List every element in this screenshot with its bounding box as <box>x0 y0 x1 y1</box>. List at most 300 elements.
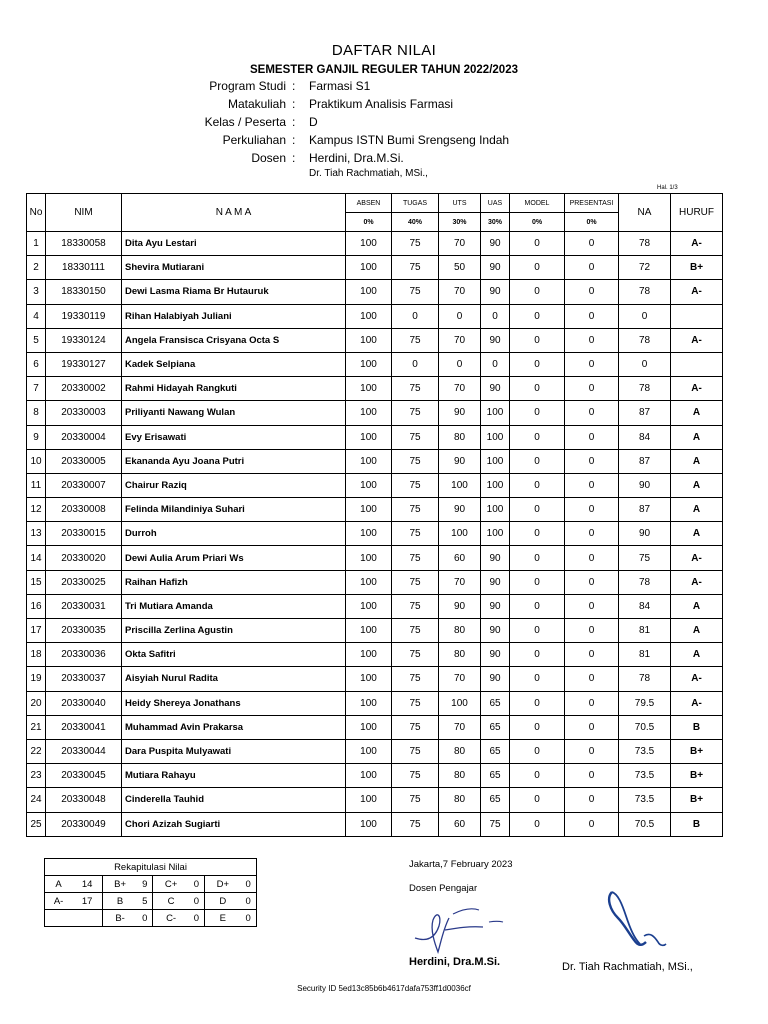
cell-no: 13 <box>27 522 46 546</box>
cell-huruf <box>671 352 723 376</box>
cell-model: 0 <box>510 425 565 449</box>
cell-uas: 90 <box>481 643 510 667</box>
cell-tugas: 75 <box>392 570 439 594</box>
security-id: Security ID 5ed13c85b6b4617dafa753ff1d0036cf <box>297 984 471 993</box>
col-header-absen: ABSEN <box>346 194 392 213</box>
cell-uas: 65 <box>481 739 510 763</box>
cell-uas: 100 <box>481 449 510 473</box>
recap-grade: B- <box>103 910 137 927</box>
cell-uts: 100 <box>439 473 481 497</box>
cell-absen: 100 <box>346 812 392 836</box>
cell-model: 0 <box>510 739 565 763</box>
cell-no: 21 <box>27 715 46 739</box>
cell-model: 0 <box>510 377 565 401</box>
cell-na: 70.5 <box>619 715 671 739</box>
info-colon: : <box>292 133 296 147</box>
recap-table <box>44 858 257 927</box>
table-row <box>27 667 723 691</box>
cell-model: 0 <box>510 328 565 352</box>
cell-uts: 70 <box>439 232 481 256</box>
cell-tugas: 75 <box>392 377 439 401</box>
cell-na: 72 <box>619 256 671 280</box>
info-label: Matakuliah <box>227 97 286 111</box>
col-header-presentasi: PRESENTASI <box>565 194 619 213</box>
cell-no: 1 <box>27 232 46 256</box>
cell-nim: 20330015 <box>46 522 122 546</box>
cell-na: 75 <box>619 546 671 570</box>
cell-no: 4 <box>27 304 46 328</box>
col-header-tugas: TUGAS <box>392 194 439 213</box>
cell-uas: 90 <box>481 256 510 280</box>
cell-nim: 19330119 <box>46 304 122 328</box>
cell-absen: 100 <box>346 546 392 570</box>
cell-uas: 90 <box>481 570 510 594</box>
cell-tugas: 75 <box>392 232 439 256</box>
info-program-studi <box>160 79 580 97</box>
cell-uas: 90 <box>481 377 510 401</box>
recap-count: 0 <box>240 893 256 910</box>
cell-nim: 20330007 <box>46 473 122 497</box>
table-row <box>27 232 723 256</box>
cell-model: 0 <box>510 570 565 594</box>
table-row <box>27 377 723 401</box>
cell-huruf: B+ <box>671 256 723 280</box>
info-perkuliahan <box>160 133 580 151</box>
cell-absen: 100 <box>346 739 392 763</box>
recap-grade: E <box>205 910 241 927</box>
cell-nim: 19330124 <box>46 328 122 352</box>
signer-tiah-name: Dr. Tiah Rachmatiah, MSi., <box>562 961 693 973</box>
cell-huruf: B+ <box>671 764 723 788</box>
col-header-model: MODEL <box>510 194 565 213</box>
cell-huruf: A <box>671 594 723 618</box>
cell-nim: 20330005 <box>46 449 122 473</box>
cell-no: 9 <box>27 425 46 449</box>
cell-nama: Angela Fransisca Crisyana Octa S <box>122 328 346 352</box>
cell-huruf: A <box>671 473 723 497</box>
cell-model: 0 <box>510 280 565 304</box>
cell-tugas: 0 <box>392 304 439 328</box>
cell-presentasi: 0 <box>565 328 619 352</box>
cell-presentasi: 0 <box>565 739 619 763</box>
cell-nama: Okta Safitri <box>122 643 346 667</box>
cell-no: 19 <box>27 667 46 691</box>
cell-nim: 20330020 <box>46 546 122 570</box>
cell-huruf: A- <box>671 667 723 691</box>
recap-grade: C+ <box>153 876 189 893</box>
cell-uas: 90 <box>481 328 510 352</box>
info-colon: : <box>292 97 296 111</box>
cell-nim: 20330035 <box>46 619 122 643</box>
cell-huruf: B+ <box>671 788 723 812</box>
cell-uts: 60 <box>439 812 481 836</box>
recap-count: 0 <box>189 910 205 927</box>
cell-model: 0 <box>510 788 565 812</box>
cell-nim: 20330025 <box>46 570 122 594</box>
cell-model: 0 <box>510 812 565 836</box>
cell-no: 12 <box>27 498 46 522</box>
cell-tugas: 75 <box>392 619 439 643</box>
page-number: Hal. 1/3 <box>657 185 678 191</box>
cell-presentasi: 0 <box>565 449 619 473</box>
recap-grade: B+ <box>103 876 137 893</box>
cell-absen: 100 <box>346 304 392 328</box>
cell-huruf: A <box>671 522 723 546</box>
cell-uas: 65 <box>481 788 510 812</box>
cell-na: 0 <box>619 304 671 328</box>
cell-absen: 100 <box>346 449 392 473</box>
cell-na: 78 <box>619 667 671 691</box>
cell-na: 78 <box>619 377 671 401</box>
cell-nim: 20330003 <box>46 401 122 425</box>
cell-huruf: A- <box>671 570 723 594</box>
cell-model: 0 <box>510 304 565 328</box>
cell-presentasi: 0 <box>565 377 619 401</box>
cell-no: 2 <box>27 256 46 280</box>
cell-huruf: A <box>671 643 723 667</box>
cell-model: 0 <box>510 449 565 473</box>
cell-nim: 20330008 <box>46 498 122 522</box>
cell-presentasi: 0 <box>565 256 619 280</box>
cell-absen: 100 <box>346 764 392 788</box>
cell-absen: 100 <box>346 377 392 401</box>
cell-absen: 100 <box>346 691 392 715</box>
cell-nama: Mutiara Rahayu <box>122 764 346 788</box>
info-value: Praktikum Analisis Farmasi <box>309 97 454 111</box>
cell-absen: 100 <box>346 643 392 667</box>
cell-model: 0 <box>510 764 565 788</box>
info-dosen <box>160 151 580 169</box>
cell-nama: Rihan Halabiyah Juliani <box>122 304 346 328</box>
weight-tugas: 40% <box>392 213 439 232</box>
cell-tugas: 75 <box>392 715 439 739</box>
table-row <box>27 812 723 836</box>
table-row <box>27 788 723 812</box>
cell-tugas: 75 <box>392 691 439 715</box>
cell-huruf: A- <box>671 232 723 256</box>
cell-presentasi: 0 <box>565 764 619 788</box>
cell-uts: 90 <box>439 401 481 425</box>
recap-grade: C- <box>153 910 189 927</box>
table-row <box>27 764 723 788</box>
cell-nim: 18330111 <box>46 256 122 280</box>
cell-uas: 0 <box>481 352 510 376</box>
info-colon: : <box>292 115 296 129</box>
cell-na: 84 <box>619 425 671 449</box>
info-value: Farmasi S1 <box>309 79 371 93</box>
grades-table <box>26 193 723 837</box>
recap-count: 0 <box>240 910 256 927</box>
cell-model: 0 <box>510 546 565 570</box>
cell-tugas: 75 <box>392 764 439 788</box>
recap-row <box>45 910 257 927</box>
table-row <box>27 256 723 280</box>
cell-uas: 65 <box>481 691 510 715</box>
cell-nama: Felinda Milandiniya Suhari <box>122 498 346 522</box>
cell-presentasi: 0 <box>565 594 619 618</box>
cell-nim: 20330037 <box>46 667 122 691</box>
weight-model: 0% <box>510 213 565 232</box>
cell-nama: Durroh <box>122 522 346 546</box>
cell-huruf: A <box>671 401 723 425</box>
cell-na: 87 <box>619 498 671 522</box>
col-header-nama: N A M A <box>122 194 346 232</box>
table-row <box>27 352 723 376</box>
info-label: Program Studi <box>209 79 286 93</box>
table-row <box>27 473 723 497</box>
cell-nama: Dara Puspita Mulyawati <box>122 739 346 763</box>
table-row <box>27 691 723 715</box>
cell-uas: 90 <box>481 619 510 643</box>
cell-uas: 65 <box>481 764 510 788</box>
cell-nim: 20330049 <box>46 812 122 836</box>
cell-tugas: 75 <box>392 498 439 522</box>
cell-absen: 100 <box>346 522 392 546</box>
cell-na: 78 <box>619 570 671 594</box>
cell-na: 78 <box>619 280 671 304</box>
cell-absen: 100 <box>346 594 392 618</box>
cell-absen: 100 <box>346 667 392 691</box>
cell-absen: 100 <box>346 498 392 522</box>
recap-row <box>45 893 257 910</box>
cell-nama: Cinderella Tauhid <box>122 788 346 812</box>
recap-title: Rekapitulasi Nilai <box>45 859 257 876</box>
cell-tugas: 75 <box>392 522 439 546</box>
cell-tugas: 75 <box>392 425 439 449</box>
cell-nama: Kadek Selpiana <box>122 352 346 376</box>
table-row <box>27 498 723 522</box>
cell-no: 15 <box>27 570 46 594</box>
col-header-na: NA <box>619 194 671 232</box>
document-title: DAFTAR NILAI <box>331 42 437 59</box>
cell-uts: 90 <box>439 594 481 618</box>
cell-uas: 100 <box>481 498 510 522</box>
table-row <box>27 304 723 328</box>
cell-absen: 100 <box>346 232 392 256</box>
table-row <box>27 401 723 425</box>
cell-absen: 100 <box>346 715 392 739</box>
weight-absen: 0% <box>346 213 392 232</box>
cell-na: 87 <box>619 401 671 425</box>
cell-uas: 90 <box>481 667 510 691</box>
cell-nama: Muhammad Avin Prakarsa <box>122 715 346 739</box>
cell-na: 0 <box>619 352 671 376</box>
cell-tugas: 75 <box>392 328 439 352</box>
col-header-huruf: HURUF <box>671 194 723 232</box>
cell-na: 84 <box>619 594 671 618</box>
recap-count: 0 <box>189 876 205 893</box>
cell-absen: 100 <box>346 473 392 497</box>
cell-no: 10 <box>27 449 46 473</box>
cell-uts: 90 <box>439 449 481 473</box>
cell-na: 78 <box>619 328 671 352</box>
cell-presentasi: 0 <box>565 232 619 256</box>
cell-uts: 80 <box>439 739 481 763</box>
table-row <box>27 449 723 473</box>
cell-no: 6 <box>27 352 46 376</box>
table-row <box>27 715 723 739</box>
cell-huruf: B <box>671 812 723 836</box>
cell-huruf: A <box>671 425 723 449</box>
recap-grade: B <box>103 893 137 910</box>
cell-uts: 80 <box>439 788 481 812</box>
cell-uas: 100 <box>481 401 510 425</box>
dosen-pengajar-label: Dosen Pengajar <box>409 883 478 894</box>
recap-count: 14 <box>72 876 103 893</box>
document-subtitle: SEMESTER GANJIL REGULER TAHUN 2022/2023 <box>250 64 518 76</box>
cell-uas: 90 <box>481 232 510 256</box>
cell-nama: Ekananda Ayu Joana Putri <box>122 449 346 473</box>
cell-nama: Raihan Hafizh <box>122 570 346 594</box>
cell-presentasi: 0 <box>565 812 619 836</box>
cell-huruf: B <box>671 715 723 739</box>
col-header-uts: UTS <box>439 194 481 213</box>
cell-uts: 70 <box>439 667 481 691</box>
cell-uas: 75 <box>481 812 510 836</box>
cell-presentasi: 0 <box>565 570 619 594</box>
cell-uts: 80 <box>439 643 481 667</box>
cell-nim: 20330048 <box>46 788 122 812</box>
cell-uas: 65 <box>481 715 510 739</box>
cell-model: 0 <box>510 522 565 546</box>
cell-huruf: A- <box>671 280 723 304</box>
cell-uts: 50 <box>439 256 481 280</box>
place-date: Jakarta,7 February 2023 <box>409 859 513 870</box>
cell-presentasi: 0 <box>565 522 619 546</box>
cell-nim: 20330041 <box>46 715 122 739</box>
cell-presentasi: 0 <box>565 788 619 812</box>
table-row <box>27 643 723 667</box>
weight-presentasi: 0% <box>565 213 619 232</box>
cell-nama: Priscilla Zerlina Agustin <box>122 619 346 643</box>
cell-tugas: 75 <box>392 280 439 304</box>
recap-count: 9 <box>137 876 153 893</box>
signature-herdini <box>413 898 508 956</box>
info-value: D <box>309 115 318 129</box>
info-label: Perkuliahan <box>222 133 286 147</box>
cell-nim: 20330045 <box>46 764 122 788</box>
cell-uts: 80 <box>439 619 481 643</box>
cell-no: 3 <box>27 280 46 304</box>
cell-model: 0 <box>510 256 565 280</box>
cell-model: 0 <box>510 643 565 667</box>
cell-uts: 90 <box>439 498 481 522</box>
cell-huruf <box>671 304 723 328</box>
cell-uas: 100 <box>481 425 510 449</box>
cell-uts: 60 <box>439 546 481 570</box>
cell-model: 0 <box>510 232 565 256</box>
cell-huruf: A <box>671 619 723 643</box>
cell-huruf: A- <box>671 377 723 401</box>
table-row <box>27 619 723 643</box>
table-row <box>27 522 723 546</box>
cell-presentasi: 0 <box>565 643 619 667</box>
cell-absen: 100 <box>346 401 392 425</box>
cell-no: 5 <box>27 328 46 352</box>
cell-nim: 20330031 <box>46 594 122 618</box>
cell-nama: Chori Azizah Sugiarti <box>122 812 346 836</box>
cell-absen: 100 <box>346 570 392 594</box>
cell-model: 0 <box>510 401 565 425</box>
cell-no: 24 <box>27 788 46 812</box>
recap-count: 0 <box>240 876 256 893</box>
cell-nim: 20330004 <box>46 425 122 449</box>
cell-na: 90 <box>619 522 671 546</box>
cell-model: 0 <box>510 715 565 739</box>
recap-row <box>45 876 257 893</box>
cell-presentasi: 0 <box>565 619 619 643</box>
cell-presentasi: 0 <box>565 352 619 376</box>
cell-presentasi: 0 <box>565 715 619 739</box>
cell-presentasi: 0 <box>565 691 619 715</box>
cell-huruf: A <box>671 449 723 473</box>
cell-uts: 0 <box>439 352 481 376</box>
col-header-uas: UAS <box>481 194 510 213</box>
cell-tugas: 75 <box>392 473 439 497</box>
cell-no: 22 <box>27 739 46 763</box>
cell-model: 0 <box>510 352 565 376</box>
cell-presentasi: 0 <box>565 401 619 425</box>
cell-no: 17 <box>27 619 46 643</box>
cell-tugas: 75 <box>392 449 439 473</box>
info-value: Kampus ISTN Bumi Srengseng Indah <box>309 133 510 147</box>
cell-absen: 100 <box>346 256 392 280</box>
cell-nama: Rahmi Hidayah Rangkuti <box>122 377 346 401</box>
cell-na: 73.5 <box>619 788 671 812</box>
cell-nim: 18330150 <box>46 280 122 304</box>
recap-grade <box>45 910 73 927</box>
cell-absen: 100 <box>346 352 392 376</box>
recap-grade: A- <box>45 893 73 910</box>
cell-absen: 100 <box>346 619 392 643</box>
cell-nama: Shevira Mutiarani <box>122 256 346 280</box>
cell-no: 7 <box>27 377 46 401</box>
cell-nama: Chairur Raziq <box>122 473 346 497</box>
cell-na: 79.5 <box>619 691 671 715</box>
cell-huruf: A- <box>671 546 723 570</box>
cell-uts: 0 <box>439 304 481 328</box>
info-kelas-peserta <box>160 115 580 133</box>
info-colon: : <box>292 151 296 165</box>
recap-count: 0 <box>189 893 205 910</box>
cell-nim: 19330127 <box>46 352 122 376</box>
cell-na: 81 <box>619 619 671 643</box>
cell-na: 87 <box>619 449 671 473</box>
cell-presentasi: 0 <box>565 498 619 522</box>
cell-nim: 20330040 <box>46 691 122 715</box>
cell-huruf: A- <box>671 691 723 715</box>
cell-na: 73.5 <box>619 739 671 763</box>
cell-model: 0 <box>510 619 565 643</box>
cell-uas: 100 <box>481 473 510 497</box>
cell-na: 73.5 <box>619 764 671 788</box>
table-row <box>27 328 723 352</box>
cell-tugas: 75 <box>392 667 439 691</box>
cell-na: 70.5 <box>619 812 671 836</box>
cell-tugas: 75 <box>392 812 439 836</box>
cell-no: 16 <box>27 594 46 618</box>
cell-no: 18 <box>27 643 46 667</box>
info-label: Dosen <box>251 151 286 165</box>
cell-tugas: 75 <box>392 739 439 763</box>
cell-model: 0 <box>510 667 565 691</box>
cell-uas: 90 <box>481 280 510 304</box>
cell-na: 81 <box>619 643 671 667</box>
recap-grade: A <box>45 876 73 893</box>
cell-absen: 100 <box>346 788 392 812</box>
recap-count: 0 <box>137 910 153 927</box>
cell-uas: 90 <box>481 594 510 618</box>
